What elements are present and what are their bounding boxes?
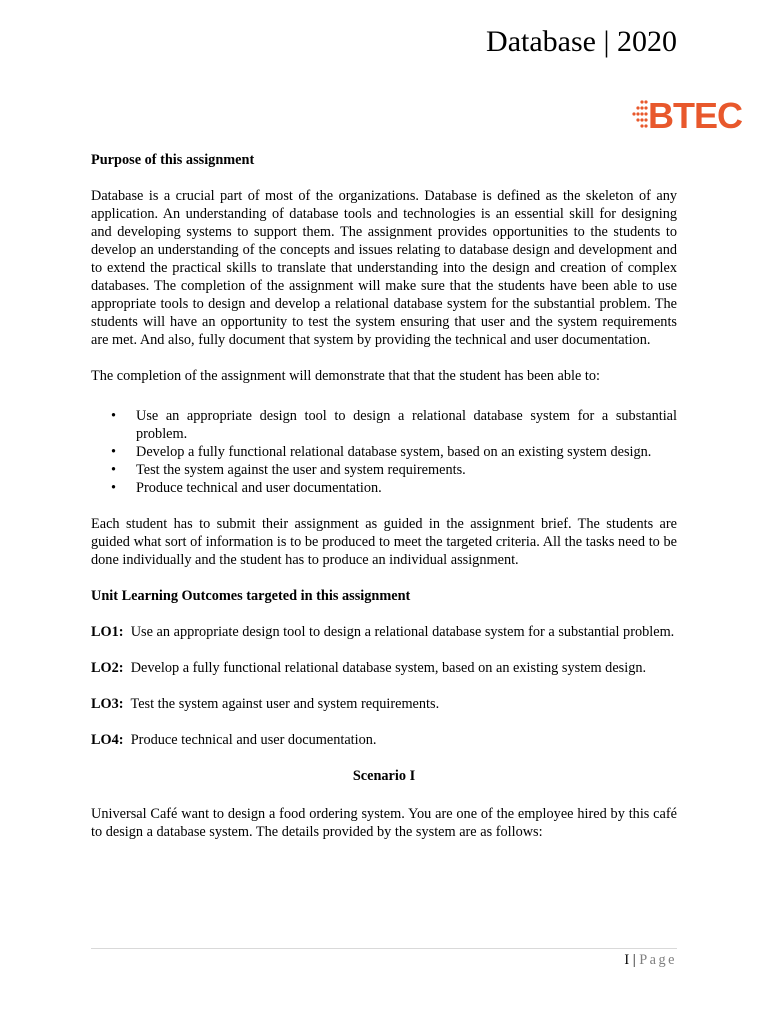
scenario-heading: Scenario I xyxy=(352,768,416,784)
learning-outcome-3 xyxy=(91,695,677,713)
btec-logo xyxy=(632,94,742,138)
header-title: Database | 2020 xyxy=(486,25,677,58)
learning-outcome-4 xyxy=(91,731,677,749)
outcomes-heading: Unit Learning Outcomes targeted in this assignment xyxy=(91,588,411,604)
footer-separator: | xyxy=(632,952,636,968)
learning-outcome-2 xyxy=(91,659,677,677)
purpose-paragraph-2: The completion of the assignment will demonstrate that that the student has been able to: xyxy=(91,368,600,384)
document-body xyxy=(91,151,677,841)
lo-label: LO3: xyxy=(91,696,124,712)
completion-bullet-list xyxy=(91,407,677,497)
lo-label: LO2: xyxy=(91,660,124,676)
page-footer xyxy=(624,951,677,969)
lo-text: Produce technical and user documentation. xyxy=(130,732,377,748)
bullet-item: • Test the system against the user and system requirements. xyxy=(91,461,677,479)
lo-text: Develop a fully functional relational database system, based on an existing system design. xyxy=(130,660,647,676)
purpose-heading: Purpose of this assignment xyxy=(91,152,255,168)
lo-text: Use an appropriate design tool to design a relational database system for a substantial problem. xyxy=(130,624,675,640)
purpose-paragraph-3: Each student has to submit their assignment as guided in the assignment brief. The students are guided what sort of information is to be produced to meet the targeted criteria. All the tasks need to be done individually and the student has to produce an individual assignment. xyxy=(91,516,677,568)
bullet-item: • Produce technical and user documentation. xyxy=(91,479,677,497)
lo-text: Test the system against user and system requirements. xyxy=(130,696,440,712)
scenario-paragraph: Universal Café want to design a food ordering system. You are one of the employee hired by this café to design a database system. The details provided by the system are as follows: xyxy=(91,806,677,840)
logo-text: BTEC xyxy=(648,95,742,136)
page-label: Page xyxy=(639,952,677,968)
bullet-item: • Develop a fully functional relational database system, based on an existing system design. xyxy=(91,443,677,461)
purpose-paragraph-1: Database is a crucial part of most of the organizations. Database is defined as the skeleton of any application. An understanding of database tools and technologies is an essential skill for designing and developing systems to support them. The assignment provides opportunities to the students to develop an understanding of the concepts and issues relating to database design and development and to extend the practical skills to translate that understanding into the design and creation of complex databases. The completion of the assignment will make sure that the students have been able to use appropriate tools to design and develop a relational database system for the substantial problem. The students will have an opportunity to test the system ensuring that user and the system requirements are met. And also, fully document that system by providing the technical and user documentation. xyxy=(91,188,677,348)
learning-outcome-1 xyxy=(91,623,677,641)
lo-label: LO4: xyxy=(91,732,124,748)
footer-divider xyxy=(91,948,677,949)
page-number: I xyxy=(624,952,630,968)
bullet-item: • Use an appropriate design tool to design a relational database system for a substantial problem. xyxy=(91,407,677,443)
lo-label: LO1: xyxy=(91,624,124,640)
